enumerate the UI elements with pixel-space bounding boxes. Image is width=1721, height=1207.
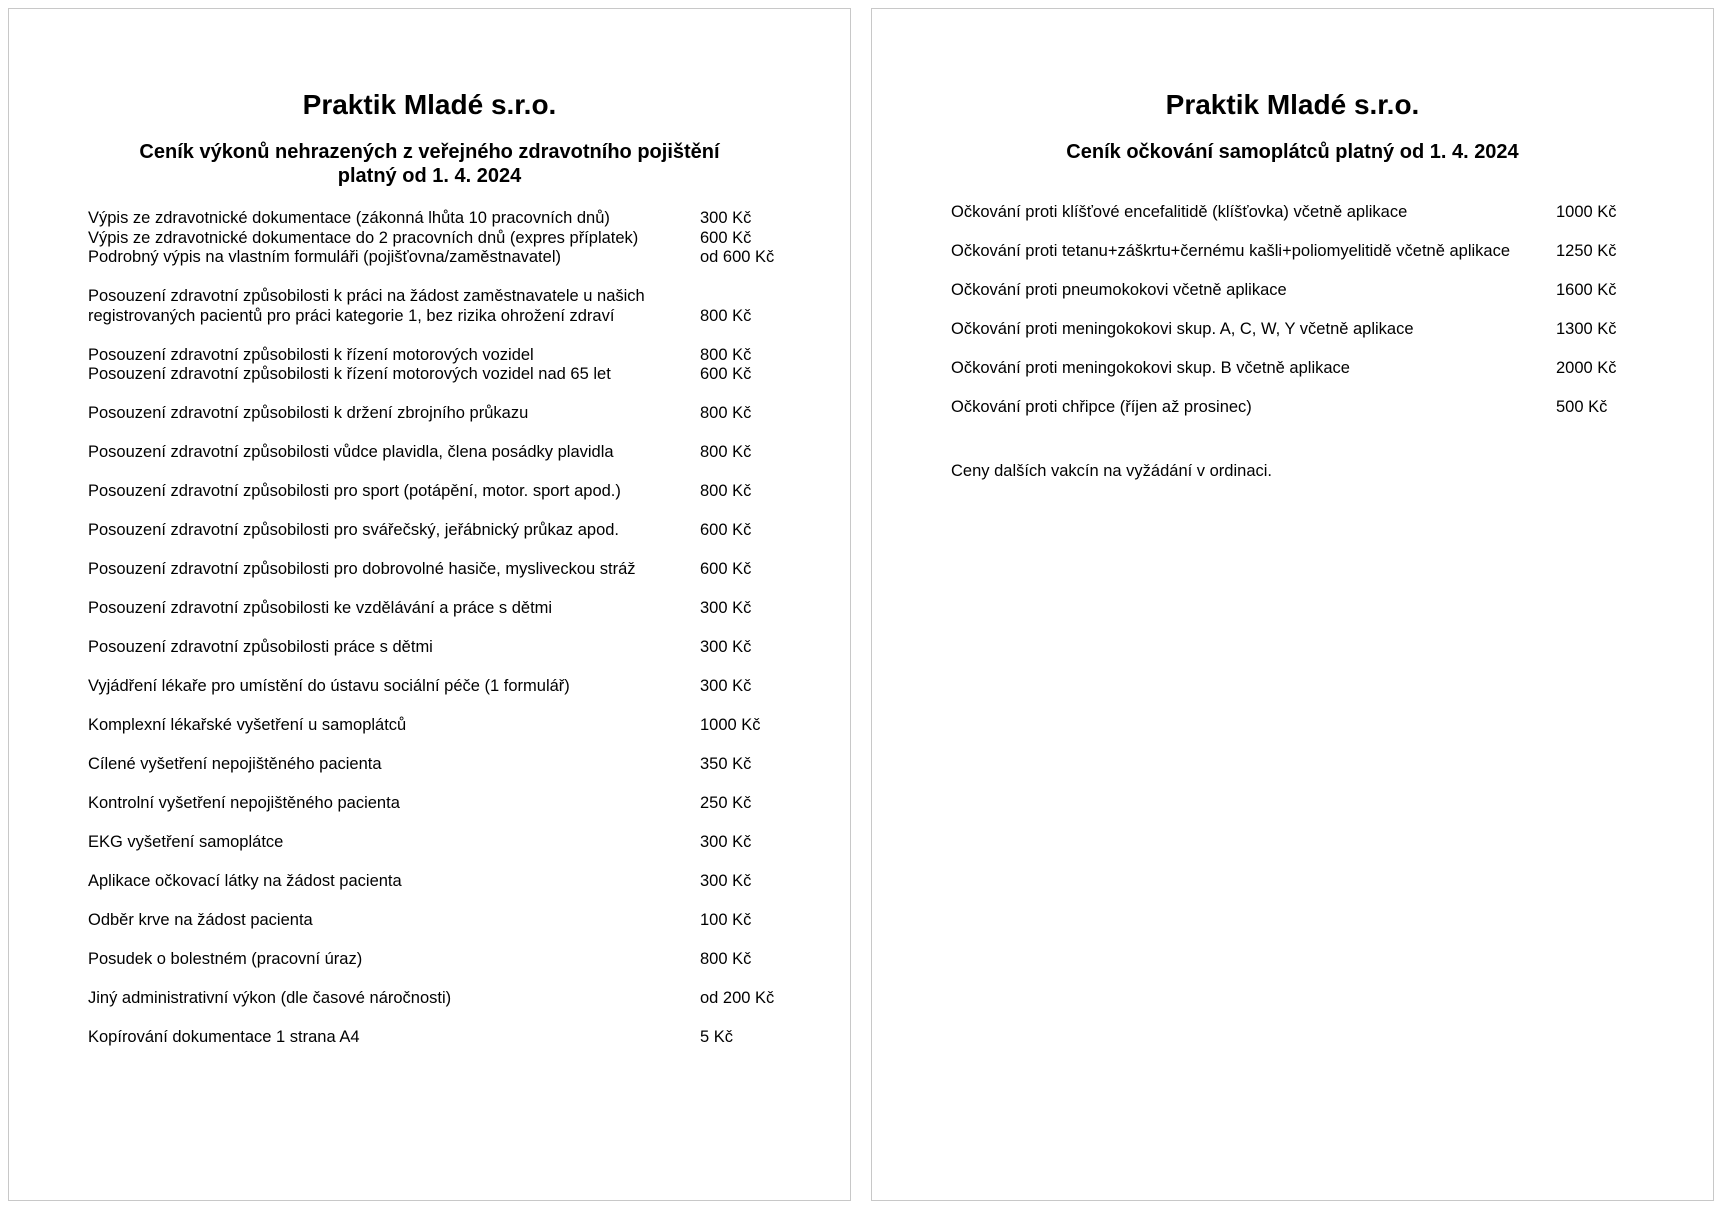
services-price-list: [88, 209, 808, 1048]
service-description: Posudek o bolestném (pracovní úraz): [88, 950, 363, 968]
price-group: [951, 320, 1671, 340]
service-price: 300 Kč: [700, 599, 752, 617]
service-description: Očkování proti pneumokokovi včetně aplikace: [951, 281, 1287, 299]
price-group: [88, 950, 808, 970]
service-price: 1600 Kč: [1556, 281, 1617, 299]
service-description: Výpis ze zdravotnické dokumentace (zákonná lhůta 10 pracovních dnů): [88, 209, 610, 227]
page-title: Praktik Mladé s.r.o.: [1165, 89, 1420, 120]
price-row: [88, 248, 808, 268]
subtitle-line: Ceník výkonů nehrazených z veřejného zdravotního pojištění: [139, 141, 720, 163]
price-group: [951, 281, 1671, 301]
service-price: 100 Kč: [700, 911, 752, 929]
price-row: [88, 1028, 808, 1048]
price-group: [88, 287, 808, 326]
price-list-page-left: [8, 8, 851, 1201]
service-description: Posouzení zdravotní způsobilosti k držení zbrojního průkazu: [88, 404, 529, 422]
service-price: 5 Kč: [700, 1028, 734, 1046]
service-description: Podrobný výpis na vlastním formuláři (pojišťovna/zaměstnavatel): [88, 248, 561, 266]
price-row: [88, 482, 808, 502]
service-description: Posouzení zdravotní způsobilosti k řízení motorových vozidel nad 65 let: [88, 365, 611, 383]
price-group: [88, 755, 808, 775]
service-description: Posouzení zdravotní způsobilosti ke vzdělávání a práce s dětmi: [88, 599, 553, 617]
service-description: Posouzení zdravotní způsobilosti pro sport (potápění, motor. sport apod.): [88, 482, 621, 500]
service-description: Aplikace očkovací látky na žádost pacienta: [88, 872, 402, 890]
service-price: 300 Kč: [700, 677, 752, 695]
service-price: 250 Kč: [700, 794, 752, 812]
price-group: [88, 404, 808, 424]
price-row: [88, 209, 808, 229]
service-description: registrovaných pacientů pro práci kategorie 1, bez rizika ohrožení zdraví: [88, 306, 615, 325]
price-row: [951, 242, 1671, 262]
price-row: [88, 346, 808, 366]
service-price: 600 Kč: [700, 560, 752, 578]
service-description: Kontrolní vyšetření nepojištěného pacienta: [88, 794, 400, 812]
service-price: 1300 Kč: [1556, 320, 1617, 338]
price-row: [951, 281, 1671, 301]
service-description: Vyjádření lékaře pro umístění do ústavu sociální péče (1 formulář): [88, 677, 570, 695]
price-group: [951, 203, 1671, 223]
service-description: Posouzení zdravotní způsobilosti pro svářečský, jeřábnický průkaz apod.: [88, 521, 620, 539]
price-group: [88, 794, 808, 814]
price-row: [88, 989, 808, 1009]
service-price: 800 Kč: [700, 404, 752, 422]
price-row: [88, 404, 808, 424]
page-subtitle: [9, 140, 850, 188]
subtitle-line: Ceník očkování samoplátců platný od 1. 4. 2024: [1066, 141, 1519, 163]
service-price: 800 Kč: [700, 443, 752, 461]
service-price: od 200 Kč: [700, 989, 775, 1007]
service-price: 600 Kč: [700, 365, 752, 383]
price-group: [88, 872, 808, 892]
price-row: [88, 794, 808, 814]
price-row: [88, 833, 808, 853]
service-description: Očkování proti klíšťové encefalitidě (klíšťovka) včetně aplikace: [951, 203, 1408, 221]
price-row: [88, 911, 808, 931]
price-group: [88, 833, 808, 853]
price-group: [88, 677, 808, 697]
price-group: [951, 398, 1671, 418]
price-row: [88, 365, 808, 385]
price-group: [88, 716, 808, 736]
service-description: Komplexní lékařské vyšetření u samoplátců: [88, 716, 407, 734]
service-description: Kopírování dokumentace 1 strana A4: [88, 1028, 360, 1046]
price-group: [951, 359, 1671, 379]
price-group: [88, 599, 808, 619]
service-price: 300 Kč: [700, 209, 752, 227]
service-price: 1250 Kč: [1556, 242, 1617, 260]
price-list-page-right: [871, 8, 1714, 1201]
price-group: [88, 443, 808, 463]
service-price: 600 Kč: [700, 228, 752, 247]
price-group: [88, 911, 808, 931]
service-description: Očkování proti tetanu+záškrtu+černému kašli+poliomyelitidě včetně aplikace: [951, 242, 1511, 260]
price-row: [88, 950, 808, 970]
price-row: [951, 320, 1671, 340]
price-group: [88, 1028, 808, 1048]
price-row: [88, 229, 808, 249]
service-description: Posouzení zdravotní způsobilosti pro dobrovolné hasiče, mysliveckou stráž: [88, 560, 636, 578]
price-row: [88, 443, 808, 463]
service-price: od 600 Kč: [700, 248, 775, 266]
service-price: 350 Kč: [700, 755, 752, 773]
price-row: [88, 872, 808, 892]
service-price: 300 Kč: [700, 638, 752, 656]
service-description: Očkování proti chřipce (říjen až prosinec): [951, 398, 1252, 416]
service-price: 300 Kč: [700, 872, 752, 890]
subtitle-line: platný od 1. 4. 2024: [337, 165, 522, 187]
service-description: Jiný administrativní výkon (dle časové náročnosti): [88, 989, 452, 1007]
page-subtitle: [872, 140, 1713, 164]
service-description: Očkování proti meningokokovi skup. A, C, W, Y včetně aplikace: [951, 320, 1414, 338]
price-row: [951, 203, 1671, 223]
price-row: [88, 677, 808, 697]
service-price: 2000 Kč: [1556, 359, 1617, 377]
price-group: [88, 560, 808, 580]
service-price: 600 Kč: [700, 521, 752, 539]
price-group: [88, 209, 808, 268]
price-group: [88, 638, 808, 658]
price-group: [88, 521, 808, 541]
price-row: [88, 521, 808, 541]
service-description: EKG vyšetření samoplátce: [88, 833, 284, 851]
price-row: [88, 560, 808, 580]
service-description: Posouzení zdravotní způsobilosti práce s dětmi: [88, 638, 433, 656]
price-row: [88, 638, 808, 658]
vaccination-price-list: [951, 203, 1671, 418]
price-row: [88, 716, 808, 736]
service-description: Posouzení zdravotní způsobilosti k řízení motorových vozidel: [88, 345, 534, 364]
service-price: 800 Kč: [700, 950, 752, 968]
service-description: Výpis ze zdravotnické dokumentace do 2 pracovních dnů (expres příplatek): [88, 228, 639, 247]
service-price: 800 Kč: [700, 306, 752, 325]
service-price: 800 Kč: [700, 482, 752, 500]
price-group: [88, 346, 808, 385]
price-row: [88, 755, 808, 775]
price-group: [88, 482, 808, 502]
service-description: Odběr krve na žádost pacienta: [88, 911, 313, 929]
service-price: 300 Kč: [700, 833, 752, 851]
price-row: [951, 398, 1671, 418]
service-description: Očkování proti meningokokovi skup. B včetně aplikace: [951, 359, 1350, 377]
page-title: Praktik Mladé s.r.o.: [302, 89, 557, 120]
price-group: [88, 989, 808, 1009]
price-row: [88, 599, 808, 619]
service-price: 800 Kč: [700, 345, 752, 364]
price-row: [88, 287, 808, 326]
price-group: [951, 242, 1671, 262]
service-description: Posouzení zdravotní způsobilosti k práci na žádost zaměstnavatele u našich: [88, 287, 645, 305]
service-description: Posouzení zdravotní způsobilosti vůdce plavidla, člena posádky plavidla: [88, 443, 614, 461]
service-price: 1000 Kč: [1556, 203, 1617, 221]
service-description: Cílené vyšetření nepojištěného pacienta: [88, 755, 382, 773]
service-price: 1000 Kč: [700, 716, 761, 734]
footnote: Ceny dalších vakcín na vyžádání v ordinaci.: [951, 462, 1273, 480]
price-row: [951, 359, 1671, 379]
service-price: 500 Kč: [1556, 398, 1608, 416]
